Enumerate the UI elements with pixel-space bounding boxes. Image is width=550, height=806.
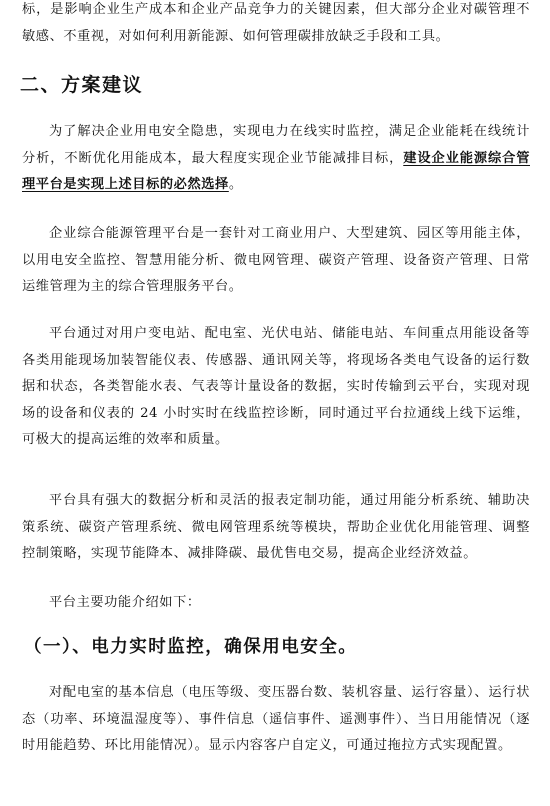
paragraph-platform-monitoring: 平台通过对用户变电站、配电室、光伏电站、储能电站、车间重点用能设备等各类用能现场加装智能仪表、传感器、通讯网关等，将现场各类电气设备的运行数据和状态，各类智能水表、气表等计量设备的数据，实时传输到云平台，实现对现场的设备和仪表的 24 小时实时在线监控诊断，同时通过平台拉通线上线下运维，可极大的提高运维的效率和质量。 [22,326,530,447]
paragraph-end-punctuation: 。 [228,177,243,192]
subsection-heading-realtime-monitoring: （一）、电力实时监控，确保用电安全。 [24,637,358,657]
paragraph-functions-intro: 平台主要功能介绍如下： [49,595,201,610]
paragraph-distribution-room-info: 对配电室的基本信息（电压等级、变压器台数、装机容量、运行容量）、运行状态（功率、环境温湿度等）、事件信息（遥信事件、遥测事件）、当日用能情况（逐时用能趋势、环比用能情况）。显示内容客户自定义，可通过拖拉方式实现配置。 [22,685,530,753]
paragraph-text: 为了解决企业用电安全隐患，实现电力在线实时监控，满足企业能耗在线统计分析，不断优化用能成本，最大程度实现企业节能减排目标， [22,124,530,166]
emphasized-conclusion: 建设企业能源综合管理平台是实现上述目标的必然选择 [22,150,530,192]
paragraph-platform-purpose [22,119,530,199]
section-heading-proposal: 二、方案建议 [20,74,144,96]
intro-tail-paragraph: 标，是影响企业生产成本和企业产品竞争力的关键因素，但大部分企业对碳管理不敏感、不重视，对如何利用新能源、如何管理碳排放缺乏手段和工具。 [22,2,530,44]
paragraph-platform-analysis: 平台具有强大的数据分析和灵活的报表定制功能，通过用能分析系统、辅助决策系统、碳资产管理系统、微电网管理系统等模块，帮助企业优化用能管理、调整控制策略，实现节能降本、减排降碳、最优售电交易，提高企业经济效益。 [22,493,530,561]
paragraph-platform-definition: 企业综合能源管理平台是一套针对工商业用户、大型建筑、园区等用能主体，以用电安全监控、智慧用能分析、微电网管理、碳资产管理、设备资产管理、日常运维管理为主的综合管理服务平台。 [22,226,530,294]
